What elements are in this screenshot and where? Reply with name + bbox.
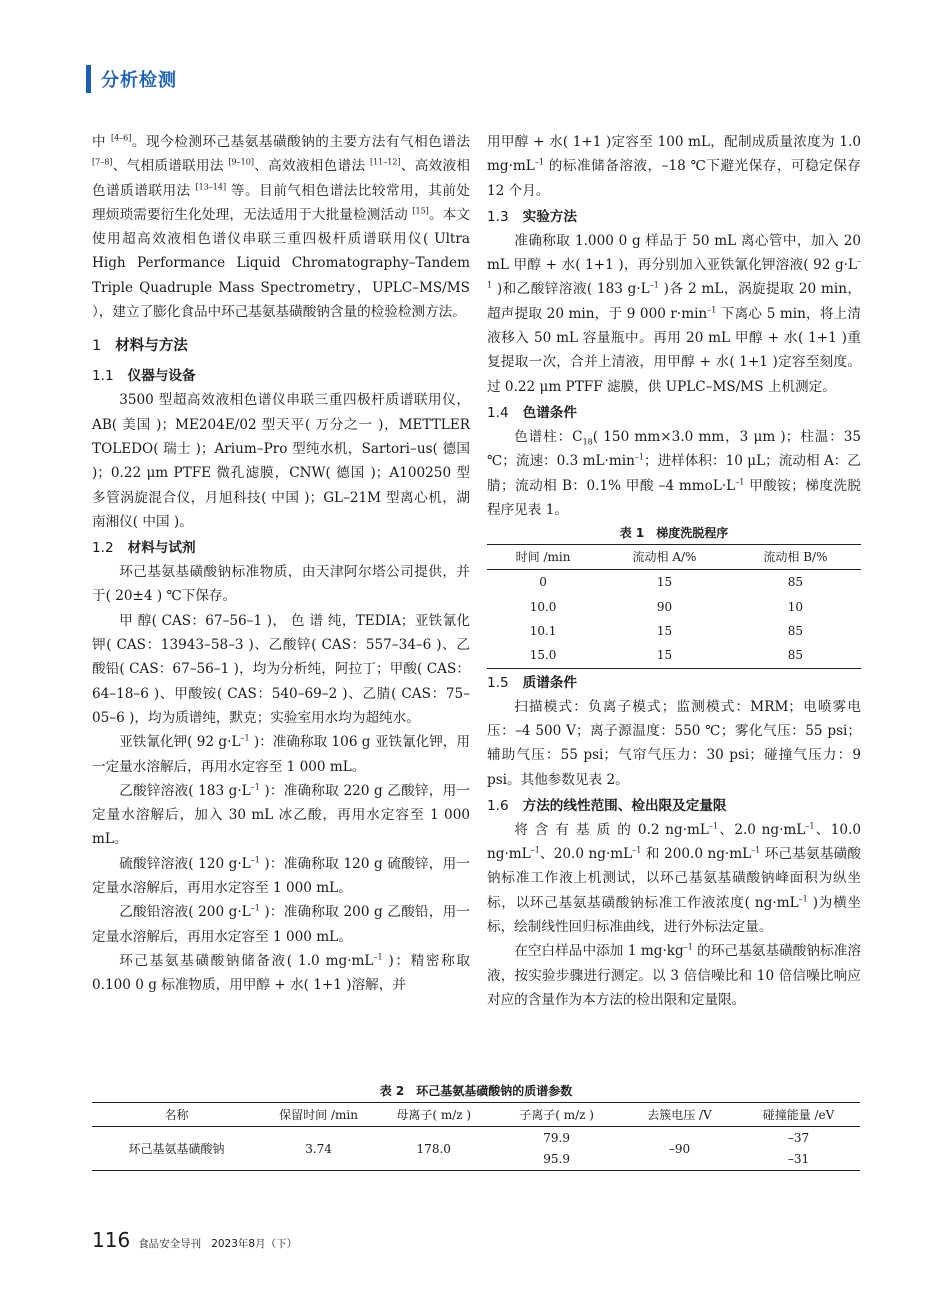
linearity-paragraph: 将 含 有 基 质 的 0.2 $ng\cdot mL^{-1}$、2.0 $ng\cdot mL^{-1}$、10.0 $ng\cdot mL^{-1}$、20.0 $ng\cdot mL^{-1}$ 和 200.0 $ng\cdot mL^{-1}$ 环己基氨基磺酸钠标准工作液上机测试，以环己基氨基磺酸钠峰面积为纵坐标，以环己基氨基磺酸钠标准工作液浓度( $ng\cdot mL^{-1}$ )为横坐标，绘制线性回归标准曲线，进行外标法定量。 <box>487 821 861 936</box>
issue-date: 2023年8月（下） <box>211 1238 298 1250</box>
reagents-paragraph: 甲 醇( CAS：67–56–1 )， 色 谱 纯，TEDIA；亚铁氰化钾( CAS：13943–58–3 )、乙酸锌( CAS：557–34–6 )、乙酸铅( CAS：67–56–1 )，均为分析纯，阿拉丁；甲酸( CAS：64–18–6 )、甲酸铵( CAS：540–69–2 )、乙腈( CAS：75–05–6 )，均为质谱纯，默克；实验室用水均为超纯水。 <box>92 612 470 726</box>
stock-solution-paragraph: 环己基氨基磺酸钠储备液( 1.0 $mg\cdot mL^{-1}$ )：精密称取 0.100 0 g 标准物质，用甲醇 + 水( 1+1 )溶解，并 <box>92 952 470 994</box>
table-cell: –90 <box>668 1141 691 1156</box>
stock-continued-paragraph: 用甲醇 + 水( 1+1 )定容至 100 mL，配制成质量浓度为 1.0 $mg\cdot mL^{-1}$ 的标准储备溶液，–18 ℃下避光保存，可稳定保存 12 个月。 <box>487 134 861 199</box>
header-accent-bar <box>86 65 91 93</box>
ms-conditions-paragraph: 扫描模式：负离子模式；监测模式：MRM；电喷雾电压：–4 500 V；离子源温度：550 ℃；雾化气压：55 psi；辅助气压：55 psi；气帘气压力：30 psi；碰撞气压力：9 psi。其他参数见表 2。 <box>487 698 861 788</box>
table-row <box>92 1127 860 1149</box>
table-cell: 15 <box>656 648 673 663</box>
table-row <box>487 643 861 668</box>
table-cell: 10.0 <box>529 599 557 614</box>
table-header-cell: 碰撞能量 /eV <box>762 1108 835 1122</box>
page-footer <box>92 1228 297 1252</box>
page-header <box>86 64 177 94</box>
table-cell: 85 <box>787 648 804 663</box>
heading-section-1: 1 材料与方法 <box>92 338 188 355</box>
table-cell: 3.74 <box>305 1141 332 1156</box>
table-header-cell: 时间 /min <box>515 550 571 565</box>
page-number: 116 <box>92 1228 131 1252</box>
table-cell: 15 <box>656 624 673 639</box>
table-header-cell: 流动相 A/% <box>632 550 697 565</box>
left-column <box>92 130 470 998</box>
table-cell: 10 <box>787 599 804 614</box>
table-row <box>487 619 861 643</box>
table-cell: 79.9 <box>543 1130 570 1145</box>
table-header-row <box>487 545 861 570</box>
table-header-cell: 去簇电压 /V <box>647 1108 712 1122</box>
table-cell: –37 <box>787 1130 810 1145</box>
heading-1-1: 1.1 仪器与设备 <box>92 368 196 385</box>
heading-1-3: 1.3 实验方法 <box>487 208 577 225</box>
table-cell: 环己基氨基磺酸钠 <box>128 1142 225 1156</box>
heading-1-6: 1.6 方法的线性范围、检出限及定量限 <box>487 797 727 814</box>
table-cell: 90 <box>656 599 673 614</box>
lead-acetate-paragraph: 乙酸铅溶液( 200 $g\cdot L^{-1}$ )：准确称取 200 g 乙酸铅，用一定量水溶解后，再用水定容至 1 000 mL。 <box>92 903 470 945</box>
table2-caption: 表 2 环己基氨基磺酸钠的质谱参数 <box>379 1084 573 1098</box>
heading-1-5: 1.5 质谱条件 <box>487 674 577 691</box>
ms-parameters-table <box>92 1102 860 1171</box>
chromatography-paragraph: 色谱柱：$C_{18}$( 150 mm×3.0 mm，3 μm )；柱温：35 ℃；流速：0.3 $mL\cdot\min^{-1}$；进样体积：10 μL；流动相 A：乙腈；流动相 B：0.1% 甲酸 –4 $mmoL\cdot L^{-1}$ 甲酸铵；梯度洗脱程序见表 1。 <box>487 428 861 518</box>
method-paragraph: 准确称取 1.000 0 g 样品于 50 mL 离心管中，加入 20 mL 甲醇 + 水( 1+1 )，再分别加入亚铁氰化钾溶液( 92 $g\cdot L^{-1}$ )和乙酸锌溶液( 183 $g\cdot L^{-1}$ )各 2 mL，涡旋提取 20 min，超声提取 20 min，于 9 000 $r\cdot\min^{-1}$ 下离心 5 min，将上清液移入 50 mL 容量瓶中。再用 20 mL 甲醇 + 水( 1+1 )重复提取一次，合并上清液，用甲醇 + 水( 1+1 )定容至刻度。过 0.22 μm PTFF 滤膜，供 UPLC–MS/MS 上机测定。 <box>487 232 861 395</box>
heading-1-2: 1.2 材料与试剂 <box>92 540 196 557</box>
gradient-table <box>487 544 861 668</box>
table-cell: 85 <box>787 575 804 590</box>
table-header-cell: 母离子( m/z ) <box>396 1108 472 1122</box>
table-header-row <box>92 1103 860 1127</box>
table-row <box>487 570 861 595</box>
table-cell: 85 <box>787 624 804 639</box>
lod-paragraph: 在空白样品中添加 1 $mg\cdot kg^{-1}$ 的环己基氨基磺酸钠标准溶液，按实验步骤进行测定。以 3 倍信噪比和 10 倍信噪比响应对应的含量作为本方法的检出限和定量限。 <box>487 942 861 1008</box>
table-cell: 0 <box>539 575 547 590</box>
heading-1-4: 1.4 色谱条件 <box>487 404 577 421</box>
table-header-cell: 名称 <box>164 1108 189 1122</box>
table-cell: –31 <box>787 1152 810 1167</box>
table1-caption: 表 1 梯度洗脱程序 <box>619 526 729 541</box>
table-cell: 95.9 <box>543 1152 570 1167</box>
instruments-paragraph: 3500 型超高效液相色谱仪串联三重四极杆质谱联用仪，AB( 美国 )；ME204E/02 型天平( 万分之一 )，METTLER TOLEDO( 瑞士 )；Arium–Pro 型纯水机，Sartori–us( 德国 )；0.22 μm PTFE 微孔滤膜，CNW( 德国 )；A100250 型多管涡旋混合仪，月旭科技( 中国 )；GL–21M 型离心机，湖南湘仪( 中国 )。 <box>92 392 470 530</box>
intro-paragraph: 中 [4–6]。现今检测环己基氨基磺酸钠的主要方法有气相色谱法 [7–8]、气相质谱联用法 [9–10]、高效液相色谱法 [11–12]、高效液相色谱质谱联用法 [13–14] 等。目前气相色谱法比较常用，其前处理烦琐需要衍生化处理，无法适用于大批量检测活动 [15]。本文使用超高效液相色谱仪串联三重四极杆质谱联用仪( Ultra High Performance Liquid Chromatography–Tandem Triple Quadruple Mass Spectrometry，UPLC–MS/MS ），建立了膨化食品中环己基氨基磺酸钠含量的检验检测方法。 <box>92 133 471 321</box>
standard-paragraph: 环己基氨基磺酸钠标准物质，由天津阿尔塔公司提供，并于( 20±4 ) ℃下保存。 <box>92 564 470 605</box>
table-header-cell: 保留时间 /min <box>279 1108 358 1122</box>
right-column <box>487 130 861 1012</box>
table-cell: 15.0 <box>529 648 557 663</box>
zinc-acetate-paragraph: 乙酸锌溶液( 183 $g\cdot L^{-1}$ )：准确称取 220 g 乙酸锌，用一定量水溶解后，加入 30 mL 冰乙酸，再用水定容至 1 000 mL。 <box>92 782 470 848</box>
zinc-sulfate-paragraph: 硫酸锌溶液( 120 $g\cdot L^{-1}$ )：准确称取 120 g 硫酸锌，用一定量水溶解后，再用水定容至 1 000 mL。 <box>92 855 470 897</box>
journal-name: 食品安全导刊 <box>138 1238 202 1250</box>
ferrocyanide-paragraph: 亚铁氰化钾( 92 $g\cdot L^{-1}$ )：准确称取 106 g 亚铁氰化钾，用一定量水溶解后，再用水定容至 1 000 mL。 <box>92 733 470 775</box>
table2-block <box>92 1080 860 1171</box>
table-cell: 15 <box>656 575 673 590</box>
table-row <box>487 595 861 619</box>
table-header-cell: 子离子( m/z ) <box>519 1108 594 1122</box>
table-cell: 178.0 <box>416 1141 451 1156</box>
table-cell: 10.1 <box>529 624 557 639</box>
section-title: 分析检测 <box>101 70 177 91</box>
table-header-cell: 流动相 B/% <box>763 550 828 565</box>
